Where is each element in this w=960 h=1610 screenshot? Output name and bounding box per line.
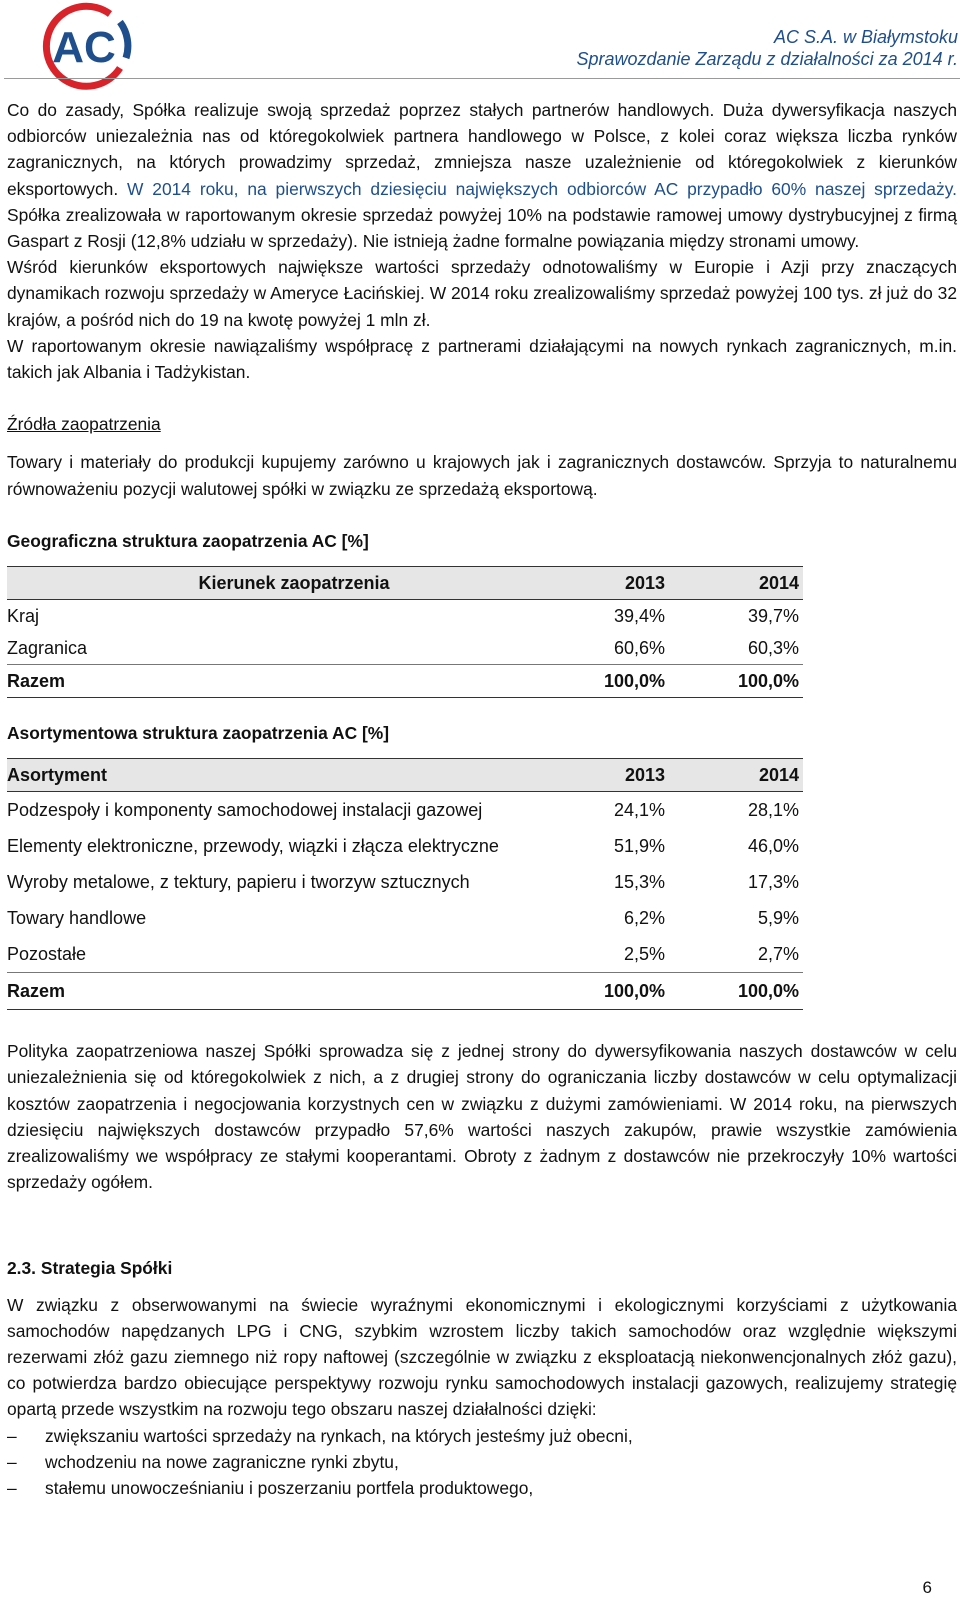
assort-cell: 17,3% bbox=[747, 872, 799, 893]
assort-cell: 2,7% bbox=[757, 944, 799, 965]
assort-cell: 15,3% bbox=[613, 872, 665, 893]
table-row bbox=[7, 792, 803, 829]
assort-header-category: Asortyment bbox=[7, 759, 585, 792]
geo-cell: 39,4% bbox=[613, 605, 665, 626]
table-row bbox=[7, 864, 803, 900]
assort-cell: Wyroby metalowe, z tektury, papieru i tworzyw sztucznych bbox=[7, 872, 470, 893]
page-header bbox=[0, 0, 960, 95]
geo-header-2014: 2014 bbox=[669, 567, 803, 600]
geo-header-2013: 2013 bbox=[585, 567, 669, 600]
sources-heading: Źródła zaopatrzenia bbox=[7, 414, 161, 435]
geo-total-label: Razem bbox=[7, 665, 585, 698]
dash-bullet: – bbox=[7, 1478, 17, 1499]
page-number: 6 bbox=[922, 1578, 932, 1597]
dash-bullet: – bbox=[7, 1451, 17, 1472]
header-report-title: Sprawozdanie Zarządu z działalności za 2014 r. bbox=[576, 49, 958, 69]
geo-table bbox=[7, 566, 803, 698]
assort-cell: 24,1% bbox=[613, 800, 665, 821]
list-item bbox=[7, 1423, 957, 1449]
geo-cell: 60,6% bbox=[613, 637, 665, 658]
strategy-paragraph: W związku z obserwowanymi na świecie wyraźnymi ekonomicznymi i ekologicznymi korzyściami z użytkowania samochodów napędzanych LPG i CNG, szybkim wzrostem liczby takich samochodów oraz względnie większymi rezerwami złóż gazu ziemnego niż ropy naftowej (szczególnie w związku z eksploatacją niekonwencjonalnych złóż gazu), co potwierdza bardzo obiecujące perspektywy rozwoju rynku samochodowych instalacji gazowych, realizujemy strategię opartą przede wszystkim na rozwoju tego obszaru naszej działalności dzięki: bbox=[7, 1294, 957, 1420]
geo-total-2013: 100,0% bbox=[585, 665, 669, 698]
geo-cell: 60,3% bbox=[747, 637, 799, 658]
sales-sentence-4: Spółka zrealizowała w raportowanym okresie sprzedaż powyżej 10% na podstawie ramowej umowy dystrybucyjnej z firmą Gaspart z Rosji (12,8% udziału w sprzedaży). bbox=[7, 204, 957, 252]
geo-cell: Kraj bbox=[7, 605, 40, 626]
assort-cell: 6,2% bbox=[623, 908, 665, 929]
page-content bbox=[7, 97, 957, 1501]
strategy-item-text: stałemu unowocześnianiu i poszerzaniu portfela produktowego, bbox=[45, 1478, 534, 1499]
sales-sentence-5: Nie istnieją żadne formalne powiązania między stronami umowy. bbox=[362, 231, 860, 252]
sales-sentence-1: Co do zasady, Spółka realizuje swoją sprzedaż poprzez stałych partnerów handlowych. bbox=[7, 100, 715, 120]
table-total-row bbox=[7, 665, 803, 698]
table-row bbox=[7, 600, 803, 633]
ac-logo bbox=[32, 2, 136, 90]
header-company: AC S.A. w Białymstoku bbox=[773, 27, 958, 47]
table-header-row bbox=[7, 759, 803, 792]
assort-cell: 51,9% bbox=[613, 836, 665, 857]
assort-table-title: Asortymentowa struktura zaopatrzenia AC [%] bbox=[7, 723, 390, 744]
export-paragraph bbox=[7, 254, 957, 333]
dash-bullet: – bbox=[7, 1425, 17, 1446]
table-row bbox=[7, 632, 803, 665]
assort-cell: Podzespoły i komponenty samochodowej instalacji gazowej bbox=[7, 800, 483, 821]
assort-total-2014: 100,0% bbox=[669, 973, 803, 1010]
assort-cell: 5,9% bbox=[757, 908, 799, 929]
assort-cell: 2,5% bbox=[623, 944, 665, 965]
logo-lettering: AC bbox=[52, 23, 116, 72]
sales-paragraph bbox=[7, 97, 957, 254]
assort-total-2013: 100,0% bbox=[585, 973, 669, 1010]
list-item bbox=[7, 1449, 957, 1475]
sources-paragraph: Towary i materiały do produkcji kupujemy zarówno u krajowych jak i zagranicznych dostawców. Sprzyja to naturalnemu równoważeniu pozycji walutowej spółki w związku ze sprzedażą eksportową. bbox=[7, 452, 957, 499]
geo-table-title: Geograficzna struktura zaopatrzenia AC [%] bbox=[7, 530, 369, 551]
export-sentence-1: Wśród kierunków eksportowych największe wartości sprzedaży odnotowaliśmy w Europie i Azji przy znaczących dynamikach rozwoju sprzedaży w Ameryce Łacińskiej. bbox=[7, 257, 957, 304]
sales-sentence-3: W 2014 roku, na pierwszych dziesięciu największych odbiorców AC przypadło 60% naszej sprzedaży. bbox=[127, 178, 957, 199]
new-markets-paragraph: W raportowanym okresie nawiązaliśmy współpracę z partnerami działającymi na nowych rynkach zagranicznych, m.in. takich jak Albania i Tadżykistan. bbox=[7, 335, 957, 383]
assort-cell: 28,1% bbox=[747, 800, 799, 821]
assort-table bbox=[7, 758, 803, 1010]
export-sentence-2: W 2014 roku zrealizowaliśmy sprzedaż powyżej 100 tys. zł już do 32 krajów, a pośród nich do 19 na kwotę powyżej 1 mln zł. bbox=[7, 283, 958, 330]
strategy-item-text: wchodzeniu na nowe zagraniczne rynki zbytu, bbox=[45, 1451, 399, 1472]
geo-total-2014: 100,0% bbox=[669, 665, 803, 698]
geo-cell: 39,7% bbox=[747, 605, 799, 626]
assort-cell: Elementy elektroniczne, przewody, wiązki i złącza elektryczne bbox=[7, 836, 499, 857]
procurement-policy-paragraph: Polityka zaopatrzeniowa naszej Spółki sprowadza się z jednej strony do dywersyfikowania naszych dostawców w celu uniezależnienia się od któregokolwiek z nich, a z drugiej strony do ograniczania liczby dostawców w celu optymalizacji kosztów zaopatrzenia i negocjowania korzystnych cen w związku z dużymi zamówieniami. W 2014 roku, na pierwszych dziesięciu największych dostawców przypadło 57,6% wartości naszych zakupów, prawie wszystkie zamówienia zrealizowaliśmy we współpracy ze stałymi kooperantami. Obroty z żadnym z dostawców nie przekroczyły 10% wartości sprzedaży ogółem. bbox=[7, 1041, 957, 1193]
list-item bbox=[7, 1475, 957, 1501]
assort-cell: Pozostałe bbox=[7, 944, 87, 965]
table-total-row bbox=[7, 973, 803, 1010]
assort-total-label: Razem bbox=[7, 973, 585, 1010]
strategy-item-text: zwiększaniu wartości sprzedaży na rynkach, na których jesteśmy już obecni, bbox=[45, 1425, 633, 1446]
header-divider bbox=[4, 78, 960, 79]
table-row bbox=[7, 900, 803, 936]
table-row bbox=[7, 936, 803, 973]
geo-header-direction: Kierunek zaopatrzenia bbox=[7, 567, 585, 600]
table-row bbox=[7, 828, 803, 864]
strategy-list bbox=[7, 1423, 957, 1502]
assort-header-2013: 2013 bbox=[585, 759, 669, 792]
assort-cell: 46,0% bbox=[747, 836, 799, 857]
assort-header-2014: 2014 bbox=[669, 759, 803, 792]
table-header-row bbox=[7, 567, 803, 600]
geo-cell: Zagranica bbox=[7, 637, 88, 658]
sales-sentence-2: Duża dywersyfikacja naszych odbiorców uniezależnia nas od któregokolwiek partnera handlowego w Polsce, z kolei coraz większa liczba rynków zagranicznych, na których prowadzimy sprzedaż, zmniejsza nasze uzależnienie od któregokolwiek z kierunków eksportowych. bbox=[7, 100, 957, 199]
assort-cell: Towary handlowe bbox=[7, 908, 147, 929]
strategy-heading: 2.3. Strategia Spółki bbox=[7, 1258, 173, 1279]
